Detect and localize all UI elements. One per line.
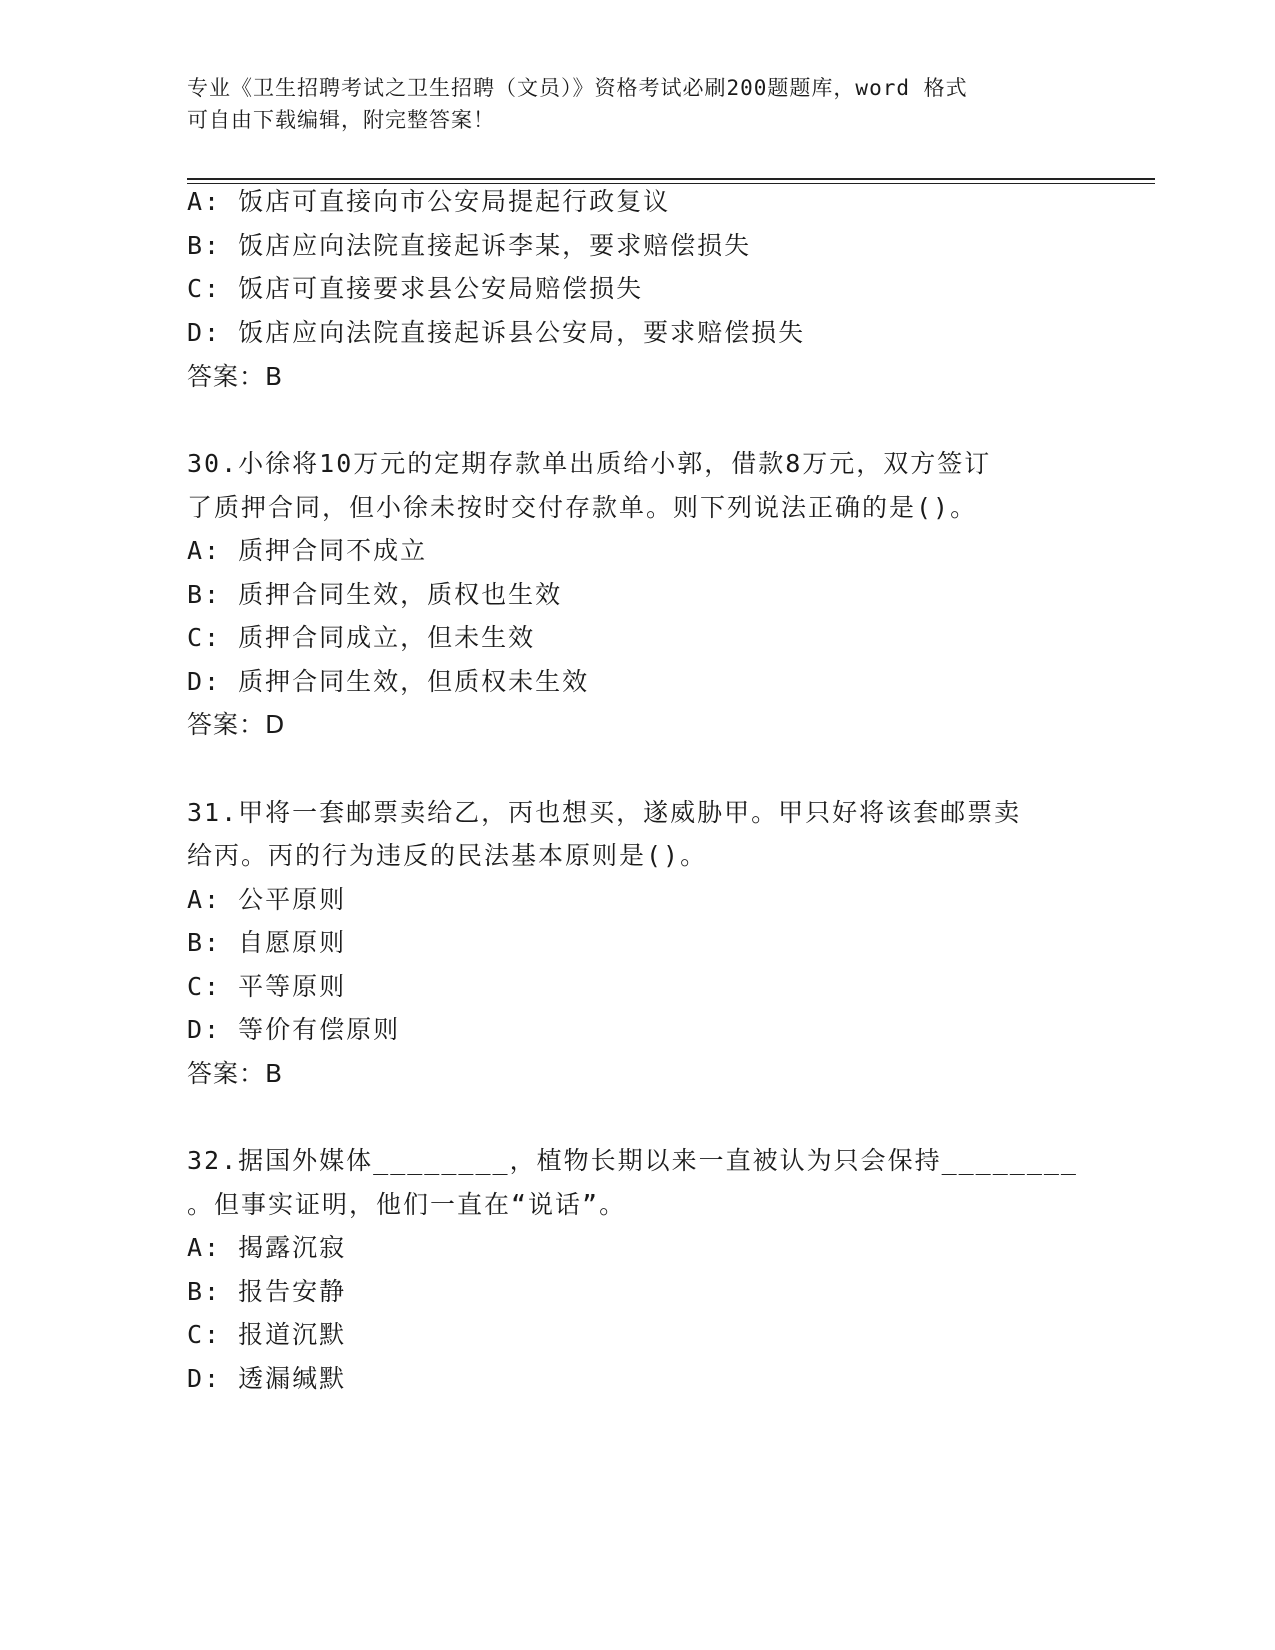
q32-option-c: C: 报道沉默: [187, 1320, 347, 1349]
q29-option-c: C: 饭店可直接要求县公安局赔偿损失: [187, 274, 644, 303]
q32-stem-line-1: 32.据国外媒体________，植物长期以来一直被认为只会保持________: [187, 1146, 1078, 1175]
q30-stem-line-2: 了质押合同，但小徐未按时交付存款单。则下列说法正确的是()。: [187, 493, 978, 522]
q29-option-a: A: 饭店可直接向市公安局提起行政复议: [187, 187, 671, 216]
header-line-1: 专业《卫生招聘考试之卫生招聘（文员）》资格考试必刷200题题库，word 格式: [187, 76, 968, 100]
q31-stem-line-2: 给丙。丙的行为违反的民法基本原则是()。: [187, 841, 708, 870]
q29-option-b: B: 饭店应向法院直接起诉李某，要求赔偿损失: [187, 231, 752, 260]
q31-answer: 答案：B: [187, 1059, 284, 1088]
q30-option-d: D: 质押合同生效，但质权未生效: [187, 667, 590, 696]
q30-answer: 答案：D: [187, 710, 286, 739]
q31-option-b: B: 自愿原则: [187, 928, 347, 957]
header-rule-thick: [187, 178, 1155, 180]
q31-option-a: A: 公平原则: [187, 885, 347, 914]
q32-option-b: B: 报告安静: [187, 1277, 347, 1306]
q32-option-a: A: 揭露沉寂: [187, 1233, 347, 1262]
q30-option-a: A: 质押合同不成立: [187, 536, 428, 565]
q29-answer: 答案：B: [187, 362, 284, 391]
q30-option-c: C: 质押合同成立，但未生效: [187, 623, 536, 652]
header-rule-thin: [187, 183, 1155, 184]
header-line-2: 可自由下载编辑，附完整答案！: [187, 108, 495, 132]
q29-option-d: D: 饭店应向法院直接起诉县公安局，要求赔偿损失: [187, 318, 806, 347]
document-header: [187, 72, 1067, 136]
q31-option-d: D: 等价有偿原则: [187, 1015, 401, 1044]
q30-option-b: B: 质押合同生效，质权也生效: [187, 580, 563, 609]
q32-stem-line-2: 。但事实证明，他们一直在“说话”。: [187, 1190, 627, 1219]
q31-option-c: C: 平等原则: [187, 972, 347, 1001]
q32-option-d: D: 透漏缄默: [187, 1364, 347, 1393]
q31-stem-line-1: 31.甲将一套邮票卖给乙，丙也想买，遂威胁甲。甲只好将该套邮票卖: [187, 798, 1022, 827]
q30-stem-line-1: 30.小徐将10万元的定期存款单出质给小郭，借款8万元，双方签订: [187, 449, 992, 478]
